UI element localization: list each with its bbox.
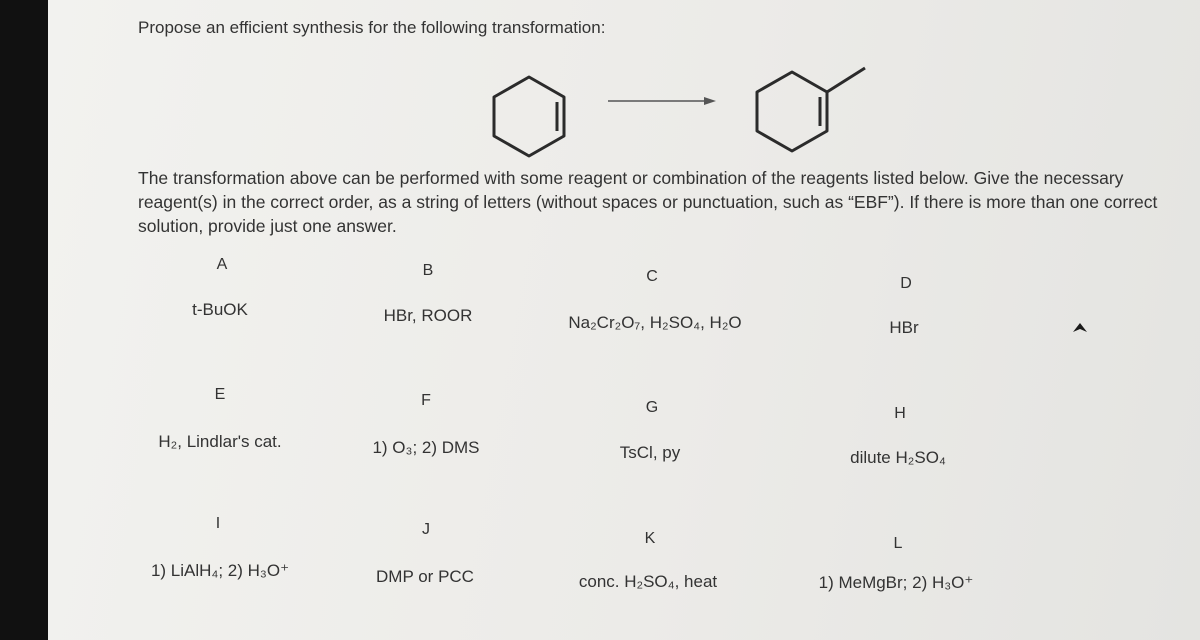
reagent-e: H₂, Lindlar's cat.	[158, 432, 282, 451]
reagent-letter-h: H	[894, 405, 906, 422]
reaction-arrow	[608, 97, 716, 105]
reagent-letter-g: G	[645, 399, 659, 416]
reagent-i: 1) LiAlH₄; 2) H₃O⁺	[150, 561, 290, 580]
reagent-f: 1) O₃; 2) DMS	[372, 438, 480, 457]
reagent-letter-c: C	[646, 268, 658, 285]
methylenecyclohexane-structure	[757, 68, 865, 151]
black-edge-bar	[0, 0, 48, 640]
reagent-letter-f: F	[421, 392, 431, 409]
reagent-g: TsCl, py	[619, 443, 681, 462]
question-prompt: Propose an efficient synthesis for the following transformation:	[138, 18, 606, 37]
reagent-letter-d: D	[900, 275, 912, 292]
reagent-k: conc. H₂SO₄, heat	[578, 572, 718, 591]
reagent-letter-l: L	[893, 535, 903, 552]
cyclohexene-structure	[494, 77, 564, 156]
mouse-cursor-icon	[1070, 318, 1090, 338]
reagent-c: Na₂Cr₂O₇, H₂SO₄, H₂O	[568, 313, 742, 332]
reaction-scheme	[480, 54, 880, 164]
reagent-l: 1) MeMgBr; 2) H₃O⁺	[818, 573, 974, 592]
reagent-b: HBr, ROOR	[383, 306, 473, 325]
reagent-letter-j: J	[422, 521, 430, 538]
reagent-letter-i: I	[215, 515, 221, 532]
instructions-text: The transformation above can be performed with some reagent or combination of the reagents listed below. Give the necessary reagent(s) in the correct order, as a string of letters (without spaces or punctuation, such as “EBF”). If there is more than one correct solution, provide just one answer.	[138, 168, 1158, 236]
reagent-a: t-BuOK	[192, 300, 248, 319]
reagent-j: DMP or PCC	[376, 567, 474, 586]
reagent-letter-e: E	[214, 386, 226, 403]
reagent-h: dilute H₂SO₄	[850, 448, 946, 467]
reagent-letter-a: A	[216, 256, 228, 273]
reagent-letter-b: B	[422, 262, 434, 279]
reagent-d: HBr	[889, 318, 919, 337]
reagent-letter-k: K	[644, 530, 656, 547]
